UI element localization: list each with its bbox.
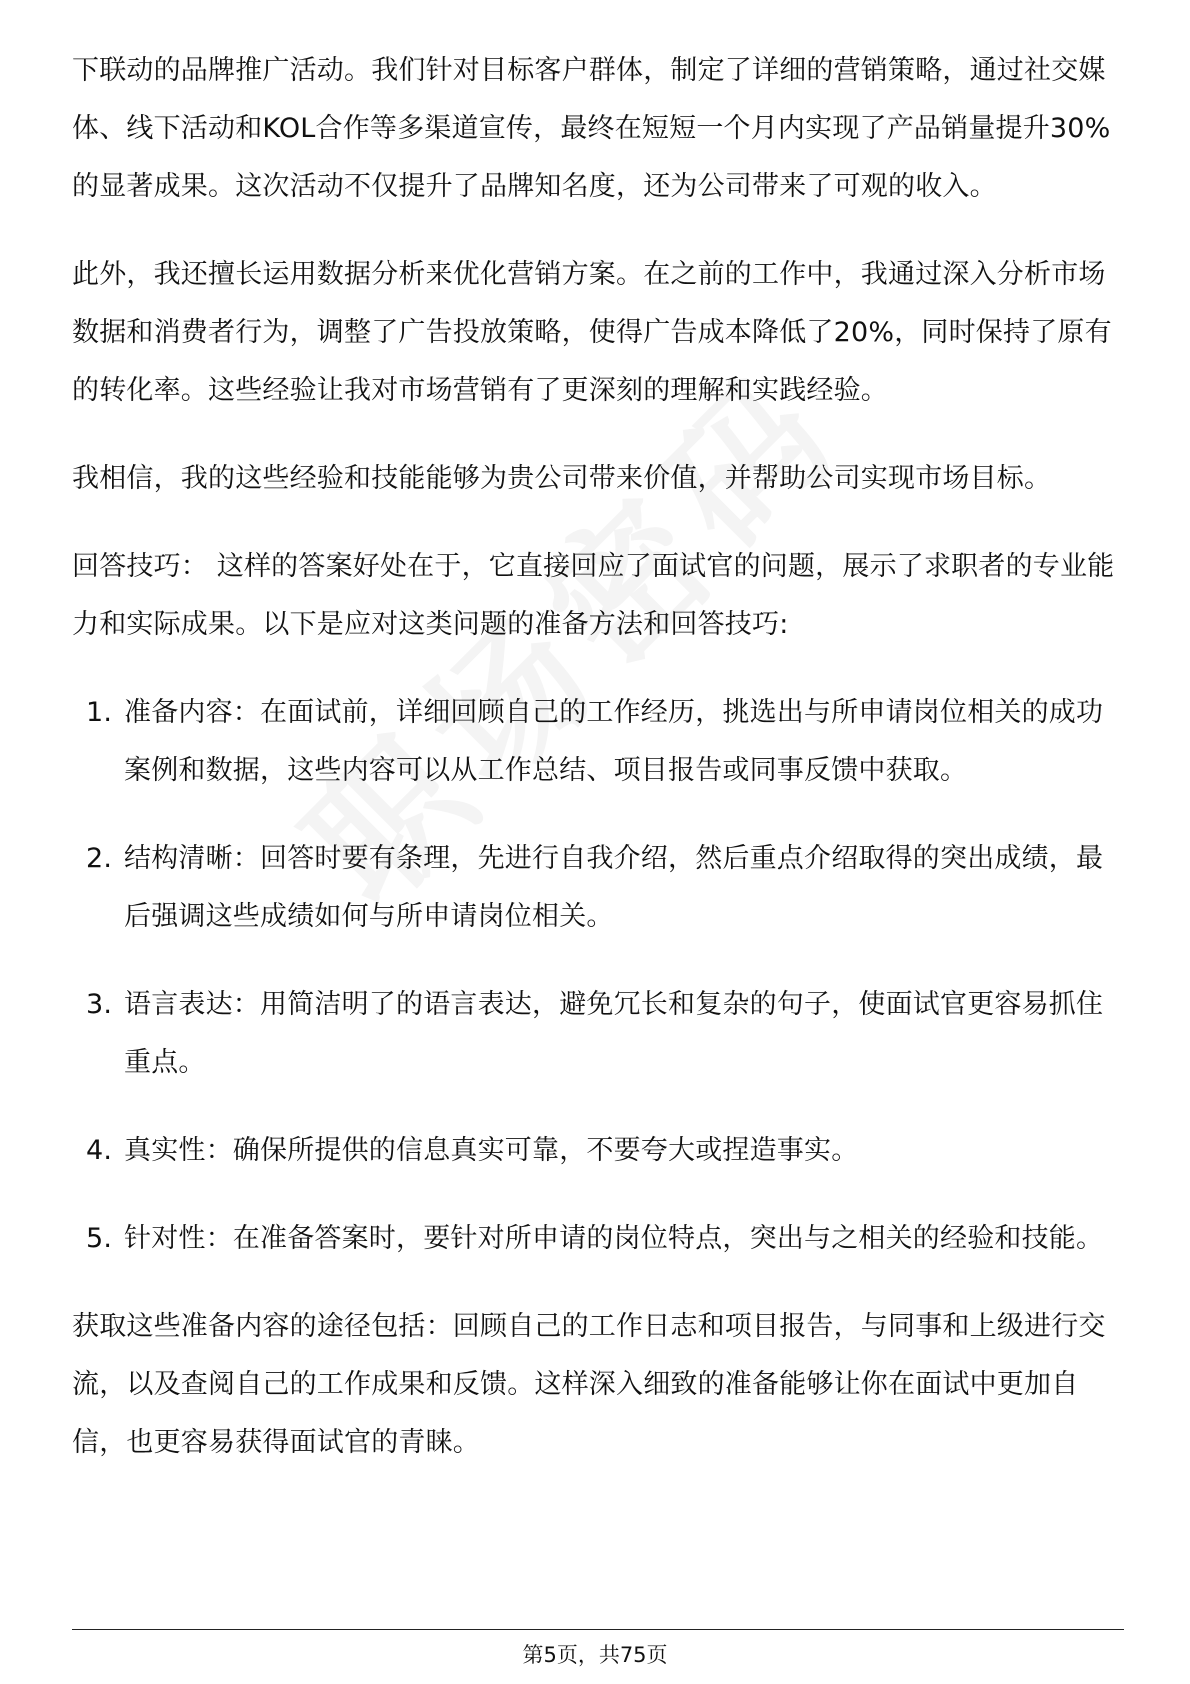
list-item-number: 4. [86,1135,113,1166]
tips-list [72,684,1124,1268]
paragraph-data-analysis: 此外，我还擅长运用数据分析来优化营销方案。在之前的工作中，我通过深入分析市场数据和消费者行为，调整了广告投放策略，使得广告成本降低了20%，同时保持了原有的转化率。这些经验让我对市场营销有了更深刻的理解和实践经验。 [72,259,1112,406]
list-item-text: 语言表达：用简洁明了的语言表达，避免冗长和复杂的句子，使面试官更容易抓住重点。 [124,989,1104,1078]
list-item-number: 3. [86,989,113,1020]
paragraph-closing: 获取这些准备内容的途径包括：回顾自己的工作日志和项目报告，与同事和上级进行交流，以及查阅自己的工作成果和反馈。这样深入细致的准备能够让你在面试中更加自信，也更容易获得面试官的青睐。 [72,1311,1106,1458]
list-item [72,1210,1124,1268]
page-content [72,42,1124,1502]
list-item [72,830,1124,946]
paragraph-answer-tips-intro: 回答技巧： 这样的答案好处在于，它直接回应了面试官的问题，展示了求职者的专业能力和实际成果。以下是应对这类问题的准备方法和回答技巧: [72,551,1115,640]
list-item [72,976,1124,1092]
list-item-number: 1. [86,697,113,728]
list-item [72,1122,1124,1180]
list-item-number: 2. [86,843,113,874]
list-item-text: 准备内容：在面试前，详细回顾自己的工作经历，挑选出与所申请岗位相关的成功案例和数据，这些内容可以从工作总结、项目报告或同事反馈中获取。 [124,697,1104,786]
list-item [72,684,1124,800]
paragraph-campaign-results: 下联动的品牌推广活动。我们针对目标客户群体，制定了详细的营销策略，通过社交媒体、线下活动和KOL合作等多渠道宣传，最终在短短一个月内实现了产品销量提升30%的显著成果。这次活动不仅提升了品牌知名度，还为公司带来了可观的收入。 [72,55,1111,202]
paragraph-belief: 我相信，我的这些经验和技能能够为贵公司带来价值，并帮助公司实现市场目标。 [72,463,1052,494]
list-item-number: 5. [86,1223,113,1254]
list-item-text: 真实性：确保所提供的信息真实可靠，不要夸大或捏造事实。 [124,1135,859,1166]
list-item-text: 结构清晰：回答时要有条理，先进行自我介绍，然后重点介绍取得的突出成绩，最后强调这些成绩如何与所申请岗位相关。 [124,843,1104,932]
page-number: 第5页，共75页 [522,1643,668,1667]
footer-divider [72,1629,1124,1630]
list-item-text: 针对性：在准备答案时，要针对所申请的岗位特点，突出与之相关的经验和技能。 [124,1223,1104,1254]
